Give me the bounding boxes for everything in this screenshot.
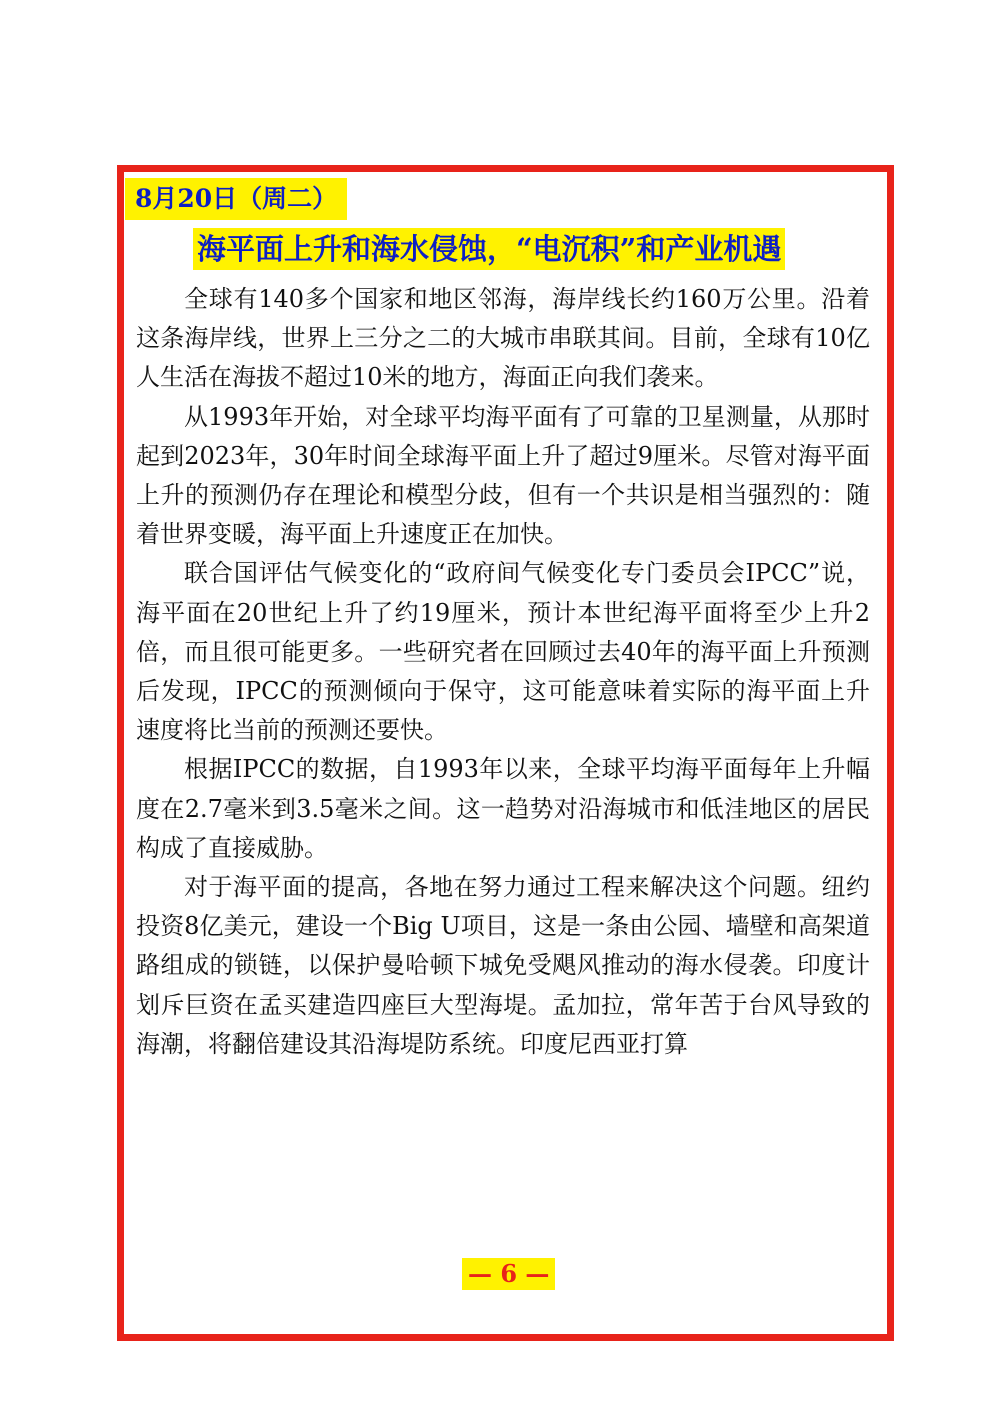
page-number: — 6 — [462,1258,555,1290]
date-label: 8月20日（周二） [125,178,347,220]
paragraph: 根据IPCC的数据，自1993年以来，全球平均海平面每年上升幅度在2.7毫米到3.5毫米之间。这一趋势对沿海城市和低洼地区的居民构成了直接威胁。 [136,755,870,862]
paragraph: 全球有140多个国家和地区邻海，海岸线长约160万公里。沿着这条海岸线，世界上三分之二的大城市串联其间。目前，全球有10亿人生活在海拔不超过10米的地方，海面正向我们袭来。 [136,285,870,392]
article-body [136,280,870,1064]
paragraph: 联合国评估气候变化的“政府间气候变化专门委员会IPCC”说，海平面在20世纪上升了约19厘米，预计本世纪海平面将至少上升2倍，而且很可能更多。一些研究者在回顾过去40年的海平面上升预测后发现，IPCC的预测倾向于保守，这可能意味着实际的海平面上升速度将比当前的预测还要快。 [136,559,870,745]
paragraph: 从1993年开始，对全球平均海平面有了可靠的卫星测量，从那时起到2023年，30年时间全球海平面上升了超过9厘米。尽管对海平面上升的预测仍存在理论和模型分歧，但有一个共识是相当强烈的：随着世界变暖，海平面上升速度正在加快。 [136,402,870,549]
paragraph: 对于海平面的提高，各地在努力通过工程来解决这个问题。纽约投资8亿美元，建设一个Big U项目，这是一条由公园、墙壁和高架道路组成的锁链，以保护曼哈顿下城免受飓风推动的海水侵袭。印度计划斥巨资在孟买建造四座巨大型海堤。孟加拉，常年苦于台风导致的海潮，将翻倍建设其沿海堤防系统。印度尼西亚打算 [136,873,870,1058]
article-title: 海平面上升和海水侵蚀，“电沉积”和产业机遇 [193,228,785,270]
